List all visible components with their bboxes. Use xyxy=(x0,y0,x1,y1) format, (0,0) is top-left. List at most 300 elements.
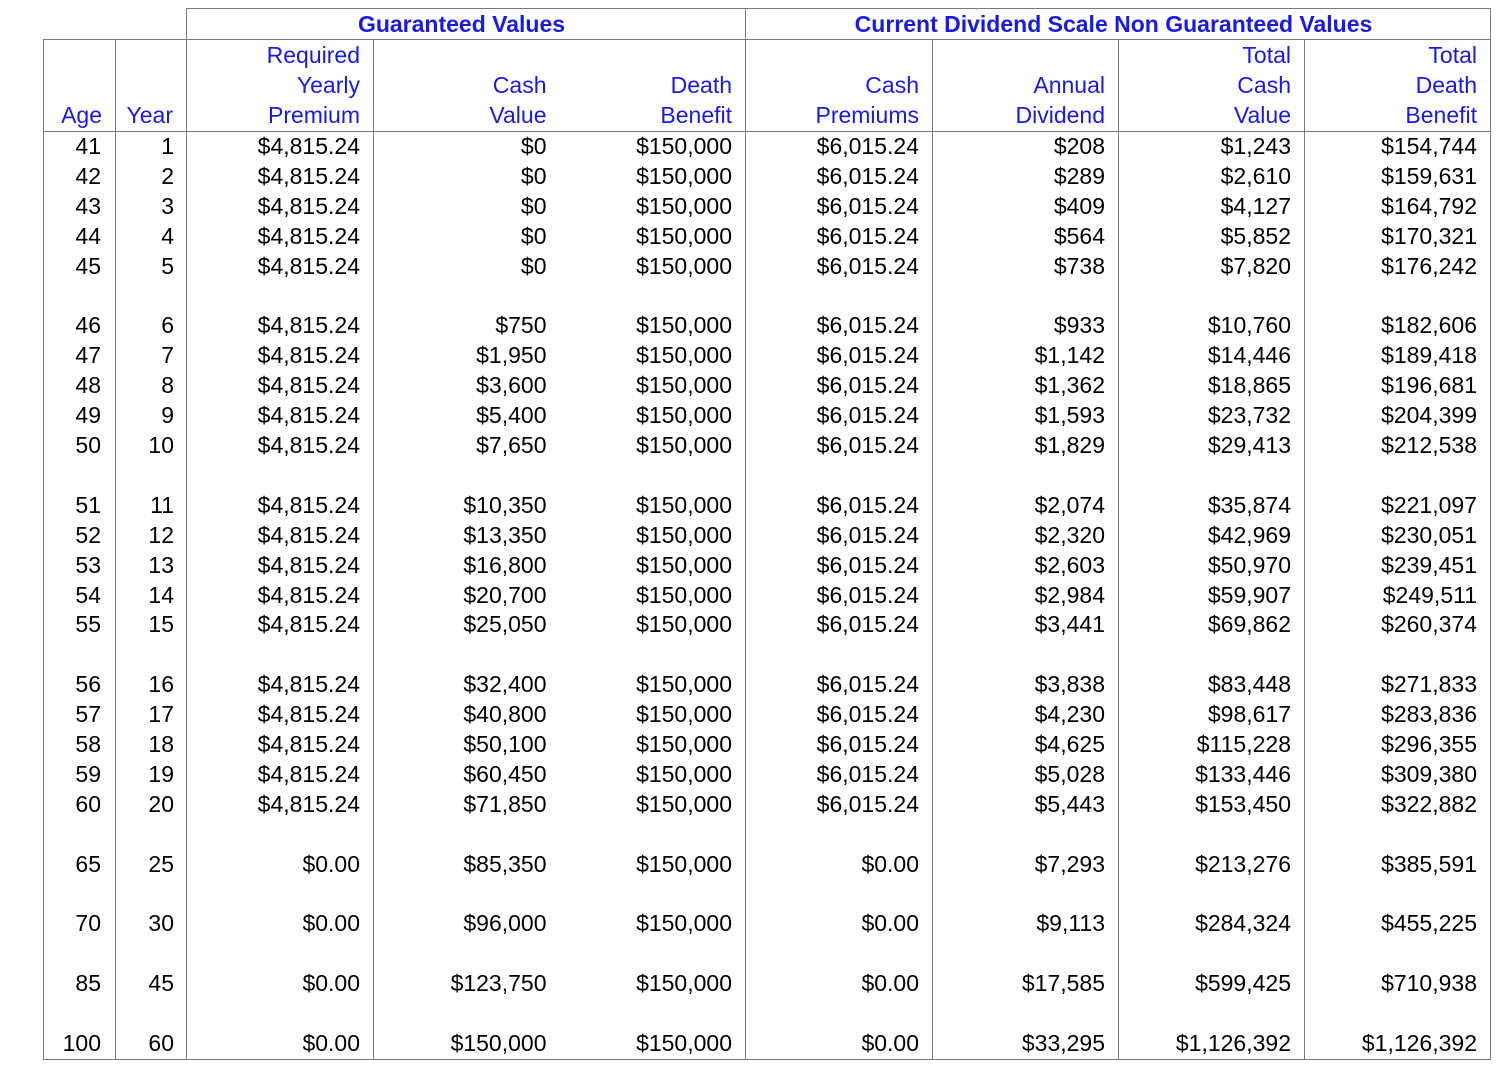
column-header-line: Benefit xyxy=(660,102,732,128)
cell-guaranteed-death-benefit: $150,000 xyxy=(636,581,732,608)
cell-cash-premiums: $6,015.24 xyxy=(746,252,933,282)
spacer-cell xyxy=(746,640,933,670)
cell-required-yearly-premium: $4,815.24 xyxy=(187,371,374,401)
group-header-current: Current Dividend Scale Non Guaranteed Values xyxy=(746,9,1491,40)
table-row xyxy=(44,551,1491,581)
cell-cash-premiums: $6,015.24 xyxy=(746,610,933,640)
spacer-row xyxy=(44,939,1491,969)
spacer-cell xyxy=(560,461,746,491)
cell-age: 48 xyxy=(44,371,116,401)
spacer-cell xyxy=(746,282,933,312)
cell-cash-premiums: $6,015.24 xyxy=(746,132,933,162)
spacer-cell xyxy=(374,461,560,491)
cell-required-yearly-premium: $0.00 xyxy=(187,969,374,999)
cell-total-death-benefit: $196,681 xyxy=(1305,371,1491,401)
spacer-cell xyxy=(933,282,1119,312)
spacer-cell xyxy=(560,282,746,312)
cell-guaranteed-cash-value: $10,350 xyxy=(374,491,560,521)
cell-age: 45 xyxy=(44,252,116,282)
cell-total-cash-value: $115,228 xyxy=(1119,730,1305,760)
table-row xyxy=(44,162,1491,192)
table-row xyxy=(44,790,1491,820)
spacer-cell xyxy=(116,820,187,850)
column-header-line xyxy=(48,70,102,100)
cell-cash-premiums: $6,015.24 xyxy=(746,401,933,431)
cell-annual-dividend: $3,838 xyxy=(933,670,1119,700)
cell-required-yearly-premium: $4,815.24 xyxy=(187,311,374,341)
cell-cash-premiums: $0.00 xyxy=(746,969,933,999)
column-header-line: Value xyxy=(1233,102,1291,128)
table-row xyxy=(44,700,1491,730)
spacer-cell xyxy=(1119,640,1305,670)
cell-total-cash-value: $98,617 xyxy=(1119,700,1305,730)
cell-cash-premiums: $6,015.24 xyxy=(746,551,933,581)
column-header-line: Premium xyxy=(267,102,360,128)
cell-age: 43 xyxy=(44,192,116,222)
cell-guaranteed-cash-value: $5,400 xyxy=(374,401,560,431)
cell-total-death-benefit: $455,225 xyxy=(1305,909,1491,939)
cell-guaranteed-death-benefit: $150,000 xyxy=(636,252,732,279)
spacer-cell xyxy=(933,880,1119,910)
cell-total-cash-value: $599,425 xyxy=(1119,969,1305,999)
cell-year: 7 xyxy=(116,341,187,371)
spacer-cell xyxy=(746,880,933,910)
cell-required-yearly-premium: $4,815.24 xyxy=(187,581,374,611)
spacer-cell xyxy=(374,880,560,910)
cell-annual-dividend: $5,028 xyxy=(933,760,1119,790)
cell-total-death-benefit: $249,511 xyxy=(1305,581,1491,611)
cell-year: 16 xyxy=(116,670,187,700)
cell-total-death-benefit: $239,451 xyxy=(1305,551,1491,581)
cell-guaranteed-death-benefit: $150,000 xyxy=(636,850,732,877)
cell-guaranteed-cash-value: $0 xyxy=(374,162,560,192)
cell-year: 10 xyxy=(116,431,187,461)
spacer-row xyxy=(44,999,1491,1029)
cell-guaranteed-death-benefit: $150,000 xyxy=(636,222,732,249)
cell-guaranteed-death-benefit: $150,000 xyxy=(636,731,732,758)
cell-required-yearly-premium: $4,815.24 xyxy=(187,730,374,760)
cell-total-death-benefit: $385,591 xyxy=(1305,850,1491,880)
cell-cash-premiums: $6,015.24 xyxy=(746,491,933,521)
column-header-line xyxy=(750,40,919,70)
column-header-line: Annual xyxy=(1033,72,1105,98)
table-row xyxy=(44,132,1491,162)
cell-required-yearly-premium: $0.00 xyxy=(187,1029,374,1059)
spacer-cell xyxy=(374,999,560,1029)
cell-guaranteed-cash-value: $32,400 xyxy=(374,670,560,700)
spacer-cell xyxy=(1305,999,1491,1029)
spacer-cell xyxy=(1305,282,1491,312)
cell-total-death-benefit: $159,631 xyxy=(1305,162,1491,192)
cell-total-death-benefit: $260,374 xyxy=(1305,610,1491,640)
cell-guaranteed-death-benefit: $150,000 xyxy=(636,701,732,728)
table-row xyxy=(44,969,1491,999)
cell-guaranteed-cash-value: $16,800 xyxy=(374,551,560,581)
cell-cash-premiums: $0.00 xyxy=(746,1029,933,1059)
table-row xyxy=(44,311,1491,341)
cell-age: 46 xyxy=(44,311,116,341)
cell-total-death-benefit: $204,399 xyxy=(1305,401,1491,431)
cell-total-death-benefit: $170,321 xyxy=(1305,222,1491,252)
cell-age: 47 xyxy=(44,341,116,371)
spacer-cell xyxy=(746,999,933,1029)
column-header-line: Required xyxy=(266,42,360,68)
spacer-cell xyxy=(187,999,374,1029)
cell-guaranteed-cash-value: $60,450 xyxy=(374,760,560,790)
cell-total-cash-value: $50,970 xyxy=(1119,551,1305,581)
spacer-cell xyxy=(1305,820,1491,850)
cell-guaranteed-cash-value: $85,350 xyxy=(374,850,560,880)
spacer-cell xyxy=(116,999,187,1029)
cell-annual-dividend: $289 xyxy=(933,162,1119,192)
cell-year: 14 xyxy=(116,581,187,611)
cell-guaranteed-cash-value: $0 xyxy=(374,222,560,252)
column-header-line: Death xyxy=(1415,72,1477,98)
cell-guaranteed-cash-value: $25,050 xyxy=(374,610,560,640)
cell-age: 55 xyxy=(44,610,116,640)
spacer-cell xyxy=(44,880,116,910)
cell-guaranteed-death-benefit: $150,000 xyxy=(636,133,732,159)
cell-guaranteed-cash-value: $0 xyxy=(374,252,560,282)
cell-total-death-benefit: $710,938 xyxy=(1305,969,1491,999)
cell-total-cash-value: $213,276 xyxy=(1119,850,1305,880)
cell-cash-premiums: $6,015.24 xyxy=(746,730,933,760)
cell-year: 9 xyxy=(116,401,187,431)
spacer-cell xyxy=(116,282,187,312)
cell-guaranteed-cash-value: $3,600 xyxy=(374,371,560,401)
spacer-cell xyxy=(1119,939,1305,969)
column-header-line xyxy=(564,40,733,70)
cell-total-cash-value: $4,127 xyxy=(1119,192,1305,222)
cell-total-death-benefit: $271,833 xyxy=(1305,670,1491,700)
column-header-line xyxy=(937,40,1105,70)
spacer-cell xyxy=(746,939,933,969)
cell-annual-dividend: $564 xyxy=(933,222,1119,252)
cell-total-death-benefit: $296,355 xyxy=(1305,730,1491,760)
column-header-year xyxy=(116,40,187,132)
cell-guaranteed-cash-value: $40,800 xyxy=(374,700,560,730)
cell-guaranteed-death-benefit: $150,000 xyxy=(636,970,732,997)
table-row xyxy=(44,222,1491,252)
cell-total-death-benefit: $189,418 xyxy=(1305,341,1491,371)
spacer-cell xyxy=(560,880,746,910)
cell-guaranteed-death-benefit: $150,000 xyxy=(636,312,732,339)
column-header-required-yearly-premium xyxy=(187,40,374,132)
cell-age: 70 xyxy=(44,909,116,939)
cell-total-cash-value: $1,126,392 xyxy=(1119,1029,1305,1059)
column-header-total-cash-value xyxy=(1119,40,1305,132)
cell-age: 54 xyxy=(44,581,116,611)
cell-year: 5 xyxy=(116,252,187,282)
cell-total-death-benefit: $230,051 xyxy=(1305,521,1491,551)
cell-age: 53 xyxy=(44,551,116,581)
column-header-line: Cash xyxy=(492,72,547,98)
table-row xyxy=(44,431,1491,461)
cell-required-yearly-premium: $4,815.24 xyxy=(187,790,374,820)
column-header-line: Dividend xyxy=(1015,102,1105,128)
cell-annual-dividend: $409 xyxy=(933,192,1119,222)
cell-total-cash-value: $7,820 xyxy=(1119,252,1305,282)
cell-total-cash-value: $10,760 xyxy=(1119,311,1305,341)
cell-total-death-benefit: $176,242 xyxy=(1305,252,1491,282)
cell-age: 65 xyxy=(44,850,116,880)
spacer-cell xyxy=(746,820,933,850)
cell-guaranteed-cash-value: $50,100 xyxy=(374,730,560,760)
cell-total-cash-value: $5,852 xyxy=(1119,222,1305,252)
spacer-row xyxy=(44,820,1491,850)
cell-total-death-benefit: $154,744 xyxy=(1305,132,1491,162)
column-header-guaranteed-death-benefit xyxy=(560,40,746,132)
cell-guaranteed-death-benefit: $150,000 xyxy=(636,491,732,518)
cell-guaranteed-death-benefit: $150,000 xyxy=(636,671,732,698)
cell-year: 13 xyxy=(116,551,187,581)
cell-annual-dividend: $33,295 xyxy=(933,1029,1119,1059)
cell-required-yearly-premium: $4,815.24 xyxy=(187,491,374,521)
cell-age: 58 xyxy=(44,730,116,760)
cell-annual-dividend: $1,829 xyxy=(933,431,1119,461)
cell-required-yearly-premium: $4,815.24 xyxy=(187,162,374,192)
cell-age: 50 xyxy=(44,431,116,461)
cell-year: 6 xyxy=(116,311,187,341)
spacer-cell xyxy=(1119,461,1305,491)
spacer-cell xyxy=(1305,640,1491,670)
column-header-total-death-benefit xyxy=(1305,40,1491,132)
cell-year: 25 xyxy=(116,850,187,880)
column-header-age xyxy=(44,40,116,132)
cell-guaranteed-death-benefit: $150,000 xyxy=(636,521,732,548)
spacer-cell xyxy=(116,461,187,491)
spacer-cell xyxy=(374,640,560,670)
cell-annual-dividend: $5,443 xyxy=(933,790,1119,820)
cell-cash-premiums: $6,015.24 xyxy=(746,581,933,611)
table-body xyxy=(44,132,1491,1060)
cell-cash-premiums: $0.00 xyxy=(746,850,933,880)
table-row xyxy=(44,521,1491,551)
cell-year: 18 xyxy=(116,730,187,760)
spacer-cell xyxy=(44,640,116,670)
cell-guaranteed-cash-value: $96,000 xyxy=(374,909,560,939)
column-header-line xyxy=(378,40,547,70)
column-header-line: Yearly xyxy=(296,72,360,98)
cell-age: 41 xyxy=(44,132,116,162)
spacer-cell xyxy=(187,820,374,850)
spacer-row xyxy=(44,282,1491,312)
cell-required-yearly-premium: $0.00 xyxy=(187,850,374,880)
cell-guaranteed-death-benefit: $150,000 xyxy=(636,372,732,399)
cell-guaranteed-cash-value: $71,850 xyxy=(374,790,560,820)
column-header-line: Benefit xyxy=(1405,102,1477,128)
spacer-row xyxy=(44,461,1491,491)
cell-annual-dividend: $9,113 xyxy=(933,909,1119,939)
cell-total-cash-value: $23,732 xyxy=(1119,401,1305,431)
table-row xyxy=(44,909,1491,939)
cell-required-yearly-premium: $4,815.24 xyxy=(187,610,374,640)
cell-required-yearly-premium: $4,815.24 xyxy=(187,521,374,551)
cell-year: 3 xyxy=(116,192,187,222)
spacer-row xyxy=(44,880,1491,910)
cell-age: 60 xyxy=(44,790,116,820)
column-header-line: Year xyxy=(126,102,173,128)
spacer-cell xyxy=(1305,939,1491,969)
cell-total-cash-value: $18,865 xyxy=(1119,371,1305,401)
spacer-cell xyxy=(116,880,187,910)
cell-guaranteed-cash-value: $0 xyxy=(374,132,560,162)
spacer-cell xyxy=(933,939,1119,969)
cell-annual-dividend: $2,603 xyxy=(933,551,1119,581)
cell-total-cash-value: $1,243 xyxy=(1119,132,1305,162)
column-header-line: Value xyxy=(489,102,547,128)
cell-guaranteed-death-benefit: $150,000 xyxy=(636,402,732,429)
spacer-cell xyxy=(1119,880,1305,910)
cell-required-yearly-premium: $4,815.24 xyxy=(187,192,374,222)
cell-cash-premiums: $6,015.24 xyxy=(746,431,933,461)
cell-required-yearly-premium: $4,815.24 xyxy=(187,700,374,730)
cell-total-cash-value: $29,413 xyxy=(1119,431,1305,461)
cell-total-cash-value: $59,907 xyxy=(1119,581,1305,611)
column-header-line: Cash xyxy=(865,72,919,98)
cell-annual-dividend: $1,362 xyxy=(933,371,1119,401)
cell-required-yearly-premium: $4,815.24 xyxy=(187,670,374,700)
illustration-table xyxy=(43,8,1491,1060)
cell-annual-dividend: $4,230 xyxy=(933,700,1119,730)
cell-year: 30 xyxy=(116,909,187,939)
cell-guaranteed-death-benefit: $150,000 xyxy=(636,611,732,638)
cell-year: 20 xyxy=(116,790,187,820)
spacer-cell xyxy=(44,461,116,491)
cell-total-death-benefit: $322,882 xyxy=(1305,790,1491,820)
cell-total-death-benefit: $182,606 xyxy=(1305,311,1491,341)
cell-total-cash-value: $284,324 xyxy=(1119,909,1305,939)
cell-guaranteed-cash-value: $123,750 xyxy=(374,969,560,999)
cell-age: 51 xyxy=(44,491,116,521)
cell-required-yearly-premium: $4,815.24 xyxy=(187,401,374,431)
cell-guaranteed-cash-value: $13,350 xyxy=(374,521,560,551)
cell-age: 100 xyxy=(44,1029,116,1059)
cell-cash-premiums: $6,015.24 xyxy=(746,371,933,401)
spacer-cell xyxy=(116,640,187,670)
cell-age: 44 xyxy=(44,222,116,252)
cell-required-yearly-premium: $4,815.24 xyxy=(187,252,374,282)
cell-year: 19 xyxy=(116,760,187,790)
cell-annual-dividend: $3,441 xyxy=(933,610,1119,640)
spacer-row xyxy=(44,640,1491,670)
spacer-cell xyxy=(933,999,1119,1029)
cell-cash-premiums: $6,015.24 xyxy=(746,760,933,790)
cell-guaranteed-death-benefit: $150,000 xyxy=(636,790,732,817)
cell-guaranteed-death-benefit: $150,000 xyxy=(636,910,732,937)
cell-total-cash-value: $153,450 xyxy=(1119,790,1305,820)
spacer-cell xyxy=(746,461,933,491)
cell-annual-dividend: $4,625 xyxy=(933,730,1119,760)
cell-required-yearly-premium: $0.00 xyxy=(187,909,374,939)
spacer-cell xyxy=(44,999,116,1029)
cell-guaranteed-death-benefit: $150,000 xyxy=(636,432,732,459)
column-header-line: Total xyxy=(1428,42,1477,68)
cell-annual-dividend: $933 xyxy=(933,311,1119,341)
cell-total-death-benefit: $309,380 xyxy=(1305,760,1491,790)
spacer-cell xyxy=(1119,282,1305,312)
cell-cash-premiums: $6,015.24 xyxy=(746,162,933,192)
cell-total-cash-value: $35,874 xyxy=(1119,491,1305,521)
cell-total-cash-value: $2,610 xyxy=(1119,162,1305,192)
cell-cash-premiums: $6,015.24 xyxy=(746,222,933,252)
cell-age: 49 xyxy=(44,401,116,431)
cell-total-death-benefit: $283,836 xyxy=(1305,700,1491,730)
spacer-cell xyxy=(560,820,746,850)
spacer-cell xyxy=(1305,880,1491,910)
column-header-line xyxy=(120,40,173,70)
cell-total-death-benefit: $212,538 xyxy=(1305,431,1491,461)
cell-age: 57 xyxy=(44,700,116,730)
cell-cash-premiums: $6,015.24 xyxy=(746,192,933,222)
cell-guaranteed-death-benefit: $150,000 xyxy=(636,192,732,219)
spacer-cell xyxy=(374,282,560,312)
spacer-cell xyxy=(933,461,1119,491)
table-row xyxy=(44,1029,1491,1059)
cell-age: 56 xyxy=(44,670,116,700)
cell-year: 15 xyxy=(116,610,187,640)
spacer-cell xyxy=(374,820,560,850)
cell-annual-dividend: $2,320 xyxy=(933,521,1119,551)
cell-guaranteed-cash-value: $0 xyxy=(374,192,560,222)
spacer-cell xyxy=(1119,999,1305,1029)
cell-annual-dividend: $1,142 xyxy=(933,341,1119,371)
cell-year: 8 xyxy=(116,371,187,401)
table-row xyxy=(44,670,1491,700)
cell-total-death-benefit: $164,792 xyxy=(1305,192,1491,222)
column-header-line: Cash xyxy=(1237,72,1291,98)
cell-cash-premiums: $0.00 xyxy=(746,909,933,939)
cell-guaranteed-death-benefit: $150,000 xyxy=(636,551,732,578)
cell-age: 59 xyxy=(44,760,116,790)
column-header-annual-dividend xyxy=(933,40,1119,132)
cell-total-cash-value: $133,446 xyxy=(1119,760,1305,790)
spacer-cell xyxy=(560,999,746,1029)
table-row xyxy=(44,760,1491,790)
cell-annual-dividend: $208 xyxy=(933,132,1119,162)
spacer-cell xyxy=(933,820,1119,850)
cell-age: 52 xyxy=(44,521,116,551)
column-header-row xyxy=(44,40,1491,132)
column-header-line: Death xyxy=(670,72,732,98)
cell-annual-dividend: $2,984 xyxy=(933,581,1119,611)
cell-year: 60 xyxy=(116,1029,187,1059)
cell-guaranteed-cash-value: $750 xyxy=(374,311,560,341)
cell-year: 1 xyxy=(116,132,187,162)
spacer-cell xyxy=(187,939,374,969)
cell-total-cash-value: $83,448 xyxy=(1119,670,1305,700)
cell-year: 11 xyxy=(116,491,187,521)
column-header-line xyxy=(120,70,173,100)
cell-total-death-benefit: $1,126,392 xyxy=(1305,1029,1491,1059)
cell-guaranteed-cash-value: $7,650 xyxy=(374,431,560,461)
spacer-cell xyxy=(44,820,116,850)
spacer-cell xyxy=(187,461,374,491)
column-header-line: Age xyxy=(61,102,102,128)
cell-year: 45 xyxy=(116,969,187,999)
cell-cash-premiums: $6,015.24 xyxy=(746,521,933,551)
cell-required-yearly-premium: $4,815.24 xyxy=(187,551,374,581)
spacer-cell xyxy=(187,880,374,910)
cell-total-death-benefit: $221,097 xyxy=(1305,491,1491,521)
cell-annual-dividend: $17,585 xyxy=(933,969,1119,999)
spacer-cell xyxy=(1119,820,1305,850)
cell-cash-premiums: $6,015.24 xyxy=(746,311,933,341)
cell-total-cash-value: $14,446 xyxy=(1119,341,1305,371)
spacer-cell xyxy=(1305,461,1491,491)
spacer-cell xyxy=(187,282,374,312)
cell-annual-dividend: $1,593 xyxy=(933,401,1119,431)
